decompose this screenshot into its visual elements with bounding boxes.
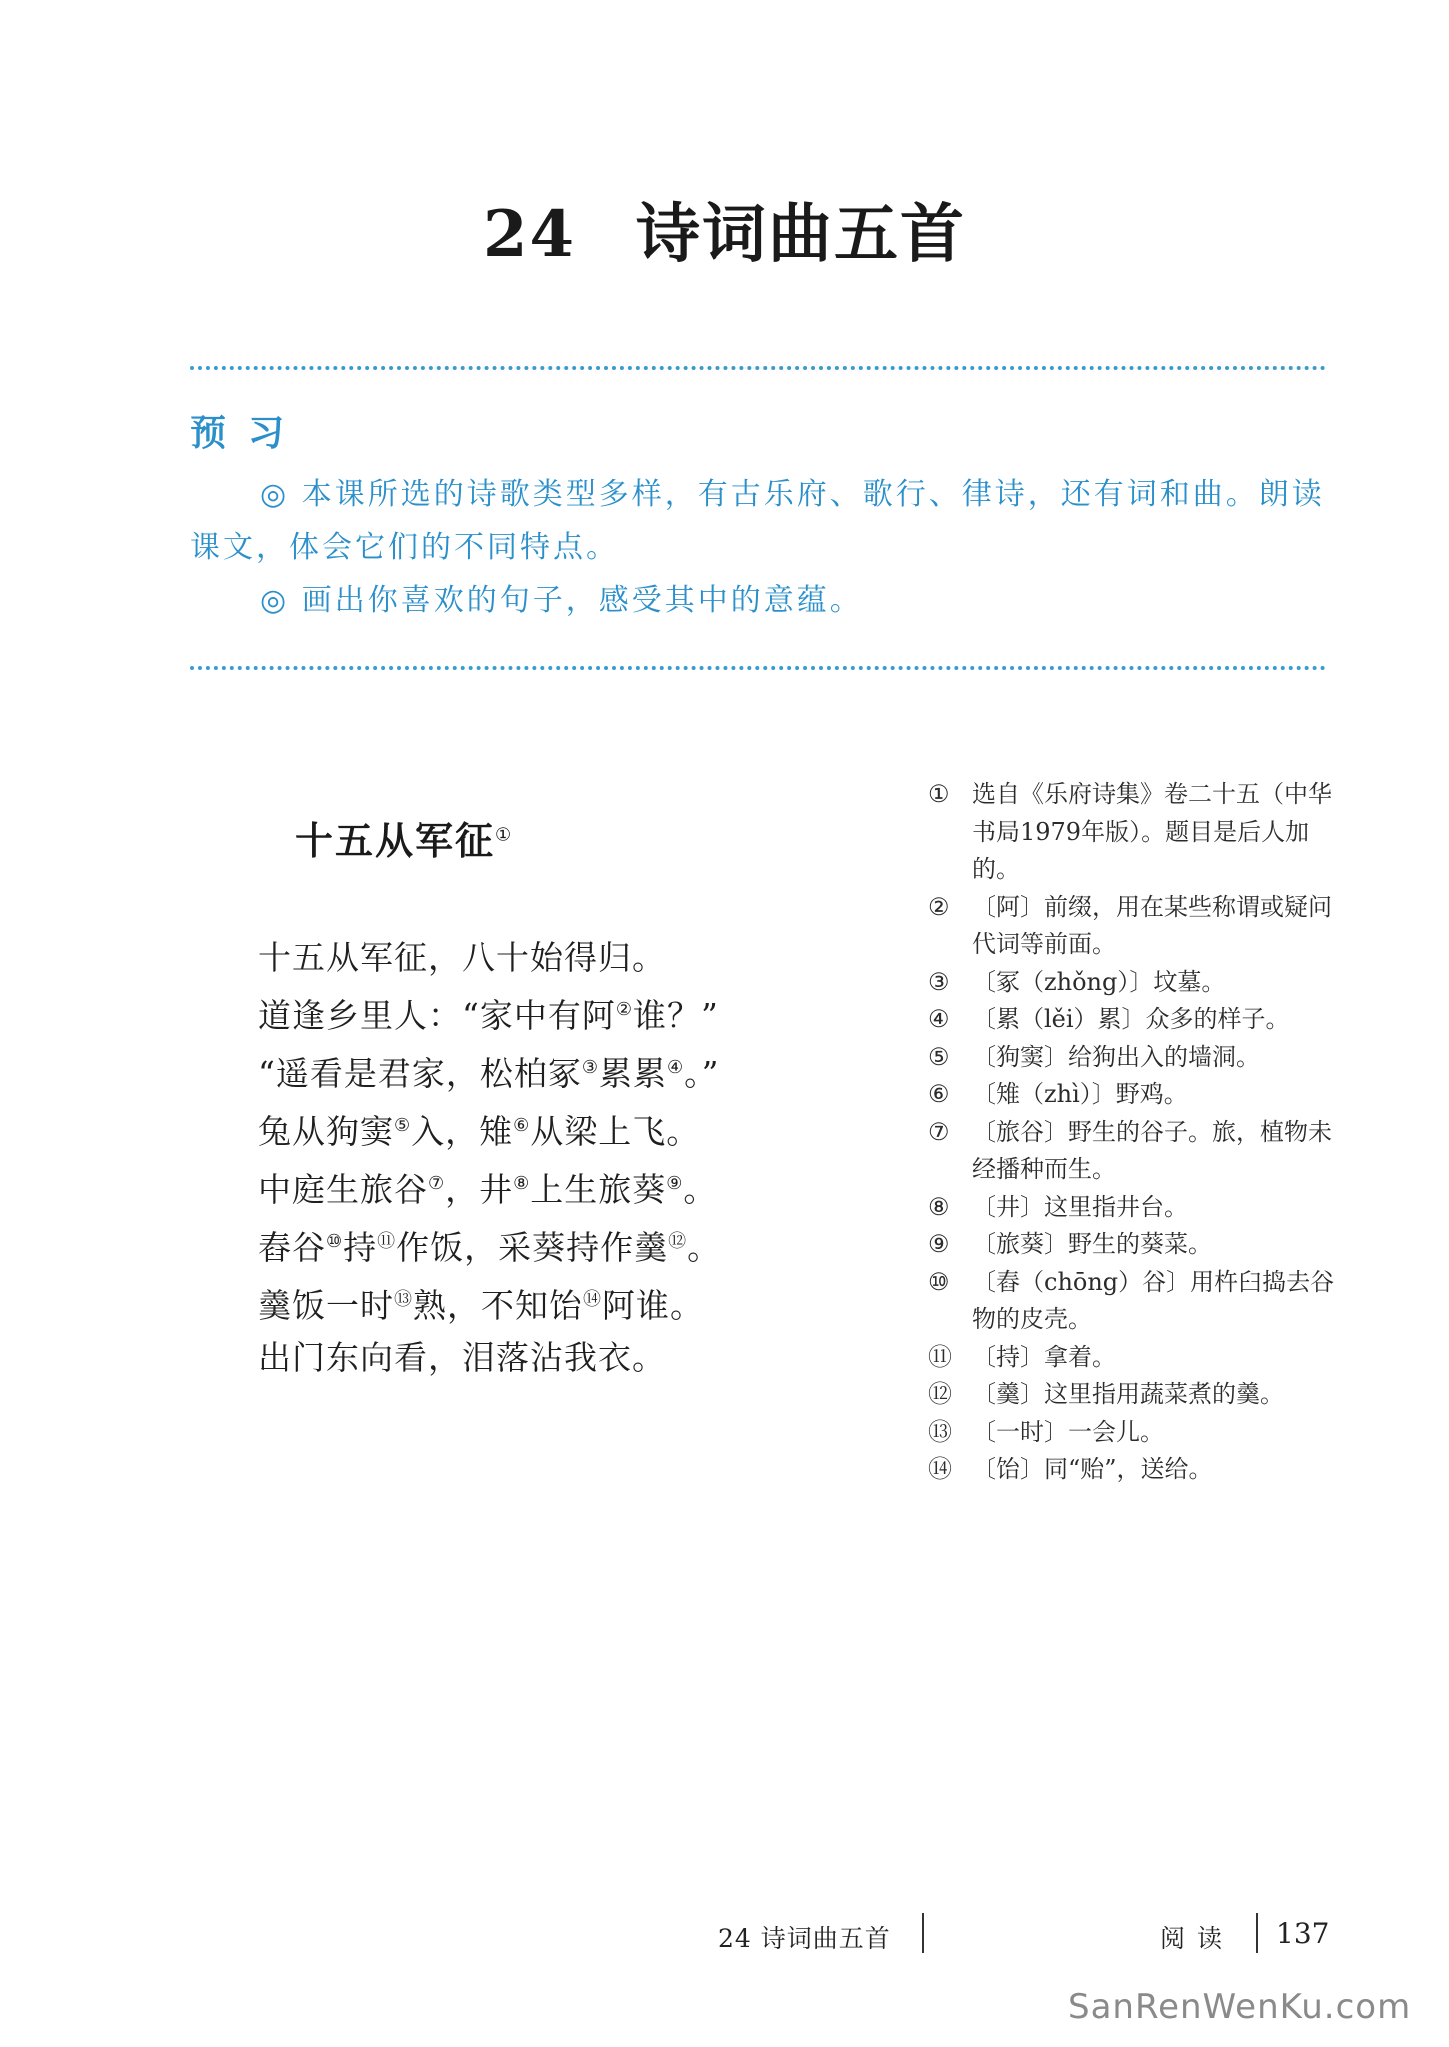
footnote-mark: ⑩ xyxy=(928,1267,950,1296)
preview-bottom-divider xyxy=(190,666,1326,670)
footnote xyxy=(928,776,1338,889)
footnote xyxy=(928,1339,1338,1377)
footnote-text: 〔羹〕这里指用蔬菜煮的羹。 xyxy=(972,1380,1284,1408)
poem-line xyxy=(258,1216,898,1274)
footer-separator xyxy=(922,1913,924,1953)
poem-line xyxy=(258,1274,898,1332)
poem-line-text: 舂谷 xyxy=(258,1228,326,1267)
preview-item-2: ◎ 画出你喜欢的句子，感受其中的意蕴。 xyxy=(260,583,863,618)
footnote-mark: ⑪ xyxy=(928,1342,952,1371)
poem-line-text: 作饭，采葵持作羹 xyxy=(396,1228,669,1267)
poem-line-text: 。 xyxy=(683,1170,718,1209)
footnote-text: 〔井〕这里指井台。 xyxy=(972,1192,1188,1221)
poem-line xyxy=(258,1100,898,1158)
poem-title xyxy=(295,810,513,865)
poem-line-text: ，井 xyxy=(445,1170,514,1209)
note-reference-mark: ⑪ xyxy=(377,1231,397,1252)
footnote-text: 〔阿〕前缀，用在某些称谓或疑问代词等前面。 xyxy=(972,892,1332,958)
poem-title-note-mark: ① xyxy=(495,823,514,845)
poem-line xyxy=(258,1332,898,1384)
footnote-mark: ⑧ xyxy=(928,1192,950,1221)
footnote-text: 选自《乐府诗集》卷二十五（中华书局1979年版）。题目是后人加的。 xyxy=(972,780,1332,883)
note-reference-mark: ② xyxy=(615,999,634,1020)
note-reference-mark: ④ xyxy=(667,1057,685,1078)
footnote-text: 〔冢（zhǒng）〕坟墓。 xyxy=(972,967,1226,996)
footnote xyxy=(928,1264,1338,1339)
footnote-mark: ⑫ xyxy=(928,1380,952,1408)
footnote-text: 〔累（lěi）累〕众多的样子。 xyxy=(972,1005,1290,1033)
poem-line-text: 上生旅葵 xyxy=(530,1170,667,1209)
footnote xyxy=(928,1039,1338,1077)
footnote xyxy=(928,1376,1338,1414)
note-reference-mark: ⑧ xyxy=(513,1173,531,1194)
note-reference-mark: ⑬ xyxy=(394,1289,413,1310)
footnote xyxy=(928,1001,1338,1039)
poem-line-text: 出门东向看，泪落沾我衣。 xyxy=(258,1338,666,1377)
poem-line-text: 从梁上飞。 xyxy=(530,1112,701,1151)
note-reference-mark: ⑭ xyxy=(583,1289,602,1310)
footnote xyxy=(928,889,1338,964)
footnote-text: 〔一时〕一会儿。 xyxy=(972,1417,1164,1446)
footnote xyxy=(928,1189,1338,1227)
poem-line-text: 入，雉 xyxy=(411,1112,514,1151)
footnote-mark: ② xyxy=(928,892,950,921)
footnote-text: 〔雉（zhì）〕野鸡。 xyxy=(972,1080,1188,1108)
poem-body xyxy=(258,932,898,1384)
footnote-text: 〔饴〕同“贻”，送给。 xyxy=(972,1455,1213,1483)
note-reference-mark: ⑦ xyxy=(428,1173,446,1194)
preview-section xyxy=(190,405,1330,627)
poem-line xyxy=(258,1158,898,1216)
poem-line-text: 谁？” xyxy=(633,996,719,1035)
footnote-text: 〔舂（chōng）谷〕用杵臼捣去谷物的皮壳。 xyxy=(972,1267,1335,1333)
poem-line-text: 中庭生旅谷 xyxy=(258,1170,428,1209)
footnote-text: 〔持〕拿着。 xyxy=(972,1342,1116,1371)
note-reference-mark: ⑨ xyxy=(666,1173,684,1194)
poem-line-text: 。” xyxy=(684,1054,720,1093)
preview-item-1: ◎ 本课所选的诗歌类型多样，有古乐府、歌行、律诗，还有词和曲。朗读课文，体会它们的不同特点。 xyxy=(190,477,1325,565)
poem-line-text: 道逢乡里人：“家中有阿 xyxy=(258,996,616,1035)
footer-separator xyxy=(1256,1913,1258,1953)
note-reference-mark: ⑫ xyxy=(668,1231,688,1252)
poem-line-text: 十五从军征，八十始得归。 xyxy=(258,938,666,977)
footer-section-name: 阅读 xyxy=(1160,1924,1235,1953)
poem-title-text: 十五从军征 xyxy=(295,817,496,863)
preview-heading: 预习 xyxy=(190,412,307,454)
footnote-text: 〔旅葵〕野生的葵菜。 xyxy=(972,1230,1212,1258)
footer-lesson-title: 24 诗词曲五首 xyxy=(718,1924,891,1953)
footnote xyxy=(928,964,1338,1002)
footnote-mark: ⑨ xyxy=(928,1230,950,1258)
footnote-mark: ① xyxy=(928,780,950,808)
poem-line-text: 阿谁。 xyxy=(602,1286,704,1325)
preview-top-divider xyxy=(190,366,1326,370)
poem-line-text: 累累 xyxy=(599,1054,668,1093)
footnote-text: 〔旅谷〕野生的谷子。旅，植物未经播种而生。 xyxy=(972,1117,1332,1183)
lesson-number: 24 xyxy=(482,196,577,272)
page-number: 137 xyxy=(1276,1917,1330,1950)
lesson-name: 诗词曲五首 xyxy=(636,196,967,272)
footnote xyxy=(928,1114,1338,1189)
footnote-mark: ⑦ xyxy=(928,1117,950,1146)
poem-line xyxy=(258,932,898,984)
poem-line-text: 羹饭一时 xyxy=(258,1286,394,1325)
poem-line-text: 兔从狗窦 xyxy=(258,1112,394,1151)
footnote xyxy=(928,1414,1338,1452)
footnote xyxy=(928,1226,1338,1264)
poem-line xyxy=(258,984,898,1042)
poem-line xyxy=(258,1042,898,1100)
watermark: SanRenWenKu.com xyxy=(1068,1987,1412,2027)
lesson-title xyxy=(0,183,1449,275)
poem-line-text: 持 xyxy=(343,1228,378,1267)
poem-line-text: 。 xyxy=(687,1228,722,1267)
note-reference-mark: ⑩ xyxy=(326,1231,344,1252)
footnote-mark: ⑤ xyxy=(928,1042,950,1071)
note-reference-mark: ⑥ xyxy=(513,1115,531,1136)
footnote-mark: ⑥ xyxy=(928,1080,950,1108)
footnote-text: 〔狗窦〕给狗出入的墙洞。 xyxy=(972,1042,1260,1071)
footnote-mark: ⑭ xyxy=(928,1455,952,1483)
footnotes xyxy=(928,776,1338,1489)
footnote-mark: ③ xyxy=(928,967,950,996)
footnote-mark: ④ xyxy=(928,1005,950,1033)
poem-line-text: “遥看是君家，松柏冢 xyxy=(258,1054,582,1093)
note-reference-mark: ③ xyxy=(581,1057,600,1078)
footnote xyxy=(928,1076,1338,1114)
footnote xyxy=(928,1451,1338,1489)
footnote-mark: ⑬ xyxy=(928,1417,952,1446)
note-reference-mark: ⑤ xyxy=(394,1115,412,1136)
poem-line-text: 熟，不知饴 xyxy=(413,1286,583,1325)
